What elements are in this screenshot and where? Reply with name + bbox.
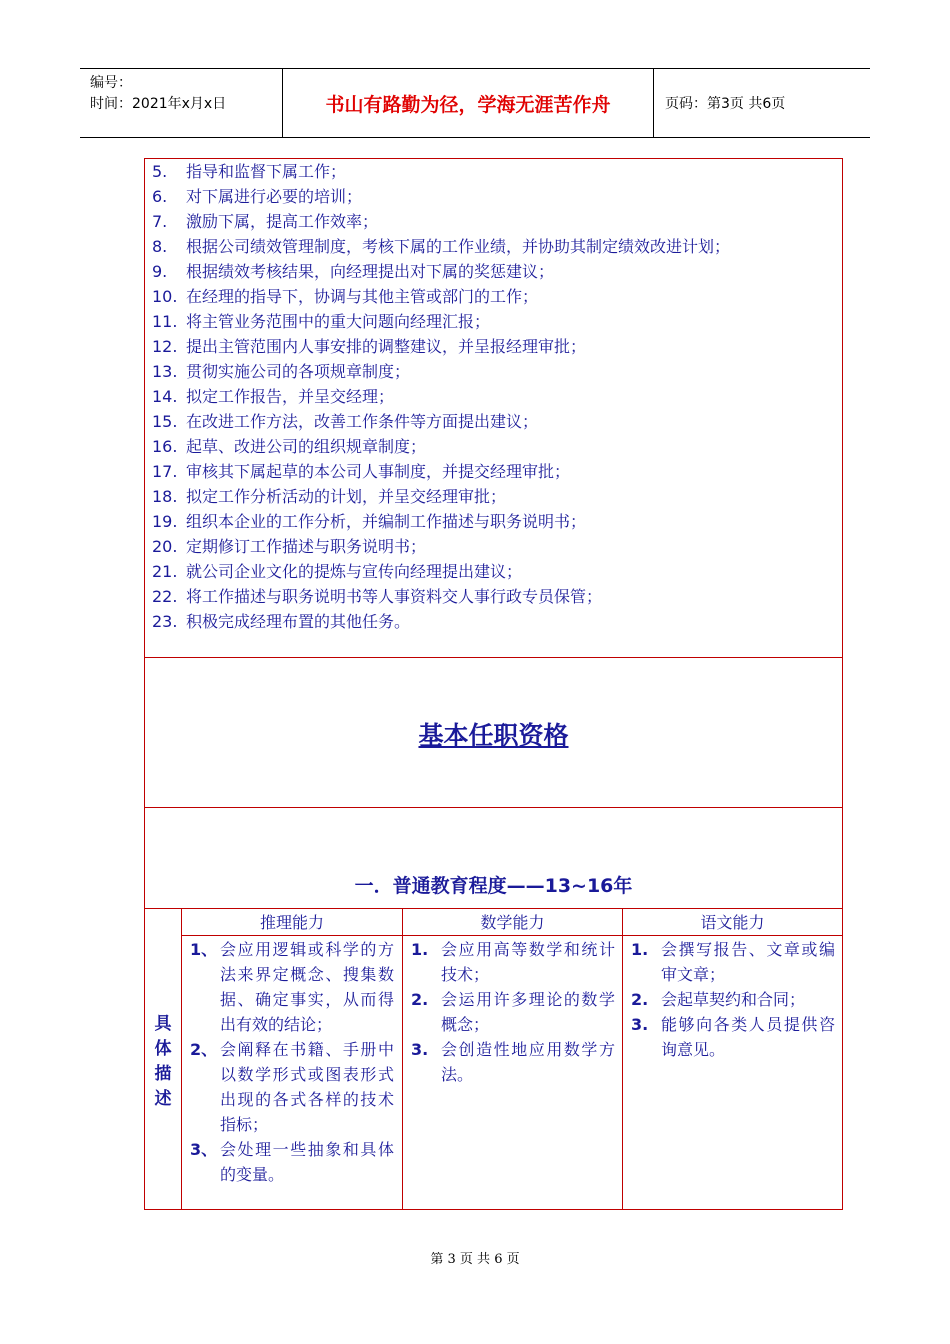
header-meta	[90, 73, 226, 115]
ability-item	[403, 987, 615, 1037]
duty-item	[152, 509, 837, 534]
duty-item	[152, 484, 837, 509]
ability-text: 会应用高等数学和统计技术；	[441, 940, 615, 984]
ability-number: 1.	[631, 940, 649, 959]
duty-number: 7.	[152, 212, 168, 231]
ability-text: 会运用许多理论的数学概念；	[441, 990, 615, 1034]
duty-number: 23.	[152, 612, 178, 631]
duty-text: 起草、改进公司的组织规章制度；	[186, 437, 427, 456]
duty-text: 激励下属，提高工作效率；	[186, 212, 379, 231]
reasoning-column	[182, 937, 394, 1187]
duty-number: 19.	[152, 512, 178, 531]
duty-text: 就公司企业文化的提炼与宣传向经理提出建议；	[186, 562, 523, 581]
duty-number: 14.	[152, 387, 178, 406]
duty-item	[152, 259, 837, 284]
duty-text: 拟定工作报告，并呈交经理；	[186, 387, 395, 406]
duty-number: 17.	[152, 462, 178, 481]
ability-number: 2、	[190, 1040, 218, 1059]
ability-number: 3.	[411, 1040, 429, 1059]
duty-item	[152, 184, 837, 209]
duty-item	[152, 559, 837, 584]
header-number-label: 编号：	[90, 75, 132, 91]
duty-item	[152, 409, 837, 434]
column-header-language: 语文能力	[700, 913, 765, 932]
header-time-label: 时间：2021年x月x日	[90, 96, 227, 112]
table-divider	[144, 807, 843, 808]
duty-number: 5.	[152, 162, 168, 181]
column-header-reasoning: 推理能力	[259, 913, 324, 932]
duty-number: 9.	[152, 262, 168, 281]
ability-text: 会应用逻辑或科学的方法来界定概念、搜集数据、确定事实，从而得出有效的结论；	[220, 940, 394, 1034]
duty-item	[152, 609, 837, 634]
duty-text: 根据绩效考核结果，向经理提出对下属的奖惩建议；	[186, 262, 555, 281]
duty-text: 指导和监督下属工作；	[186, 162, 347, 181]
duty-item	[152, 584, 837, 609]
ability-text: 会创造性地应用数学方法。	[441, 1040, 615, 1084]
ability-number: 2.	[411, 990, 429, 1009]
ability-text: 能够向各类人员提供咨询意见。	[661, 1015, 835, 1059]
duty-number: 15.	[152, 412, 178, 431]
side-label: 具 体 描 述	[154, 1014, 172, 1109]
duty-item	[152, 334, 837, 359]
qualification-title: 基本任职资格	[418, 721, 569, 750]
ability-item	[623, 937, 835, 987]
education-title: 一．普通教育程度——13~16年	[354, 875, 633, 897]
duty-text: 积极完成经理布置的其他任务。	[186, 612, 411, 631]
duty-number: 11.	[152, 312, 178, 331]
ability-item	[403, 1037, 615, 1087]
duty-text: 贯彻实施公司的各项规章制度；	[186, 362, 411, 381]
duty-number: 21.	[152, 562, 178, 581]
duty-text: 将工作描述与职务说明书等人事资料交人事行政专员保管；	[186, 587, 603, 606]
duty-item	[152, 309, 837, 334]
ability-number: 3.	[631, 1015, 649, 1034]
duty-number: 22.	[152, 587, 178, 606]
duty-text: 对下属进行必要的培训；	[186, 187, 363, 206]
duty-number: 13.	[152, 362, 178, 381]
table-divider	[144, 657, 843, 658]
ability-text: 会起草契约和合同；	[661, 990, 806, 1009]
table-divider	[181, 935, 843, 936]
duty-item	[152, 534, 837, 559]
duty-item	[152, 284, 837, 309]
duty-item	[152, 434, 837, 459]
duty-item	[152, 359, 837, 384]
header-motto: 书山有路勤为径，学海无涯苦作舟	[325, 93, 611, 116]
ability-number: 2.	[631, 990, 649, 1009]
duty-text: 组织本企业的工作分析，并编制工作描述与职务说明书；	[186, 512, 587, 531]
ability-item	[182, 1037, 394, 1137]
duty-text: 提出主管范围内人事安排的调整建议，并呈报经理审批；	[186, 337, 587, 356]
page-footer: 第 3 页 共 6 页	[430, 1252, 520, 1267]
ability-number: 1、	[190, 940, 218, 959]
duty-number: 10.	[152, 287, 178, 306]
ability-text: 会撰写报告、文章或编审文章；	[661, 940, 835, 984]
duty-item	[152, 384, 837, 409]
duty-text: 拟定工作分析活动的计划，并呈交经理审批；	[186, 487, 507, 506]
ability-item	[182, 937, 394, 1037]
duty-text: 在经理的指导下，协调与其他主管或部门的工作；	[186, 287, 539, 306]
duty-number: 16.	[152, 437, 178, 456]
column-header-math: 数学能力	[480, 913, 545, 932]
duties-list	[152, 159, 837, 634]
math-column	[403, 937, 615, 1087]
ability-item	[623, 987, 835, 1012]
ability-number: 3、	[190, 1140, 218, 1159]
duty-text: 审核其下属起草的本公司人事制度，并提交经理审批；	[186, 462, 571, 481]
language-column	[623, 937, 835, 1062]
ability-item	[182, 1137, 394, 1187]
duty-text: 根据公司绩效管理制度，考核下属的工作业绩，并协助其制定绩效改进计划；	[186, 237, 731, 256]
ability-number: 1.	[411, 940, 429, 959]
duty-text: 将主管业务范围中的重大问题向经理汇报；	[186, 312, 491, 331]
duty-number: 18.	[152, 487, 178, 506]
header-page-label: 页码：第3页 共6页	[665, 96, 786, 112]
duty-text: 在改进工作方法，改善工作条件等方面提出建议；	[186, 412, 539, 431]
ability-item	[623, 1012, 835, 1062]
ability-item	[403, 937, 615, 987]
table-divider	[144, 908, 843, 909]
ability-text: 会处理一些抽象和具体的变量。	[220, 1140, 394, 1184]
duty-item	[152, 234, 837, 259]
header-divider	[653, 69, 654, 137]
duty-item	[152, 209, 837, 234]
page-header	[80, 68, 870, 138]
ability-text: 会阐释在书籍、手册中以数学形式或图表形式出现的各式各样的技术指标；	[220, 1040, 394, 1134]
duty-number: 8.	[152, 237, 168, 256]
duty-text: 定期修订工作描述与职务说明书；	[186, 537, 427, 556]
duty-item	[152, 159, 837, 184]
duty-number: 20.	[152, 537, 178, 556]
duty-number: 6.	[152, 187, 168, 206]
duty-number: 12.	[152, 337, 178, 356]
duty-item	[152, 459, 837, 484]
